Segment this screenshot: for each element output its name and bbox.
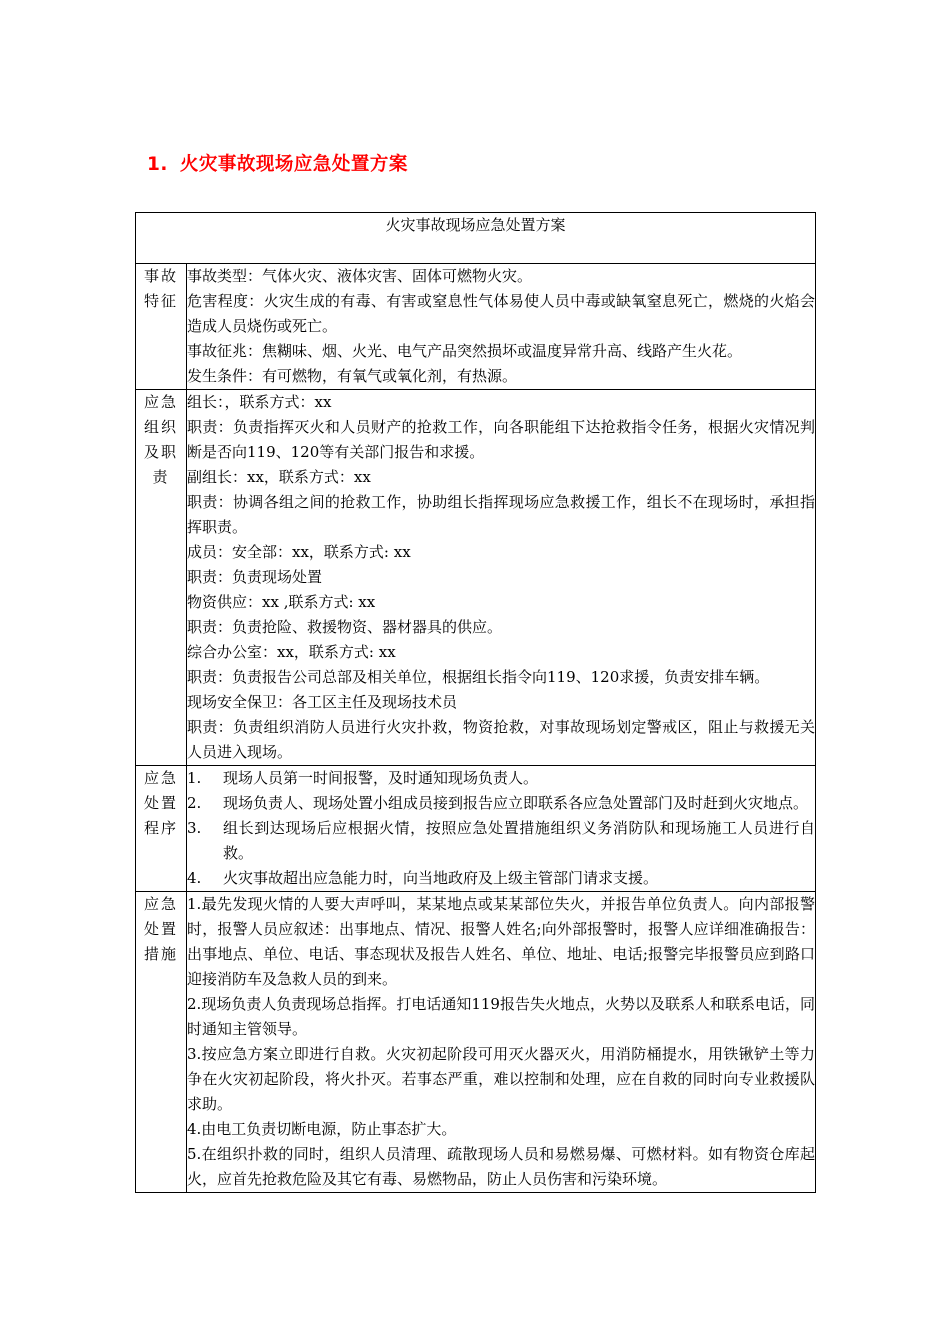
step-text: 火灾事故超出应急能力时，向当地政府及上级主管部门请求支援。 — [223, 869, 659, 887]
list-item — [187, 816, 815, 866]
paragraph: 综合办公室：xx，联系方式: xx — [187, 643, 396, 661]
row-label-line: 处置 — [143, 920, 178, 938]
paragraph: 4.由电工负责切断电源，防止事态扩大。 — [187, 1120, 457, 1138]
paragraph: 成员：安全部：xx，联系方式: xx — [187, 543, 411, 561]
paragraph: 事故类型：气体火灾、液体灾害、固体可燃物火灾。 — [187, 267, 533, 285]
row-label-line: 及职 — [143, 443, 178, 461]
paragraph: 2.现场负责人负责现场总指挥。打电话通知119报告失火地点，火势以及联系人和联系电话，同时通知主管领导。 — [187, 995, 816, 1038]
step-text: 现场人员第一时间报警，及时通知现场负责人。 — [223, 769, 539, 787]
table-title: 火灾事故现场应急处置方案 — [136, 213, 816, 264]
step-number: 1. — [187, 769, 202, 787]
row-content — [187, 766, 816, 892]
section-title: 火灾事故现场应急处置方案 — [179, 154, 408, 175]
row-label — [136, 390, 187, 766]
section-number: 1. — [147, 154, 168, 175]
row-label-line: 应急 — [143, 393, 178, 411]
row-label — [136, 892, 187, 1193]
step-number: 3. — [187, 819, 202, 837]
row-label-line: 责 — [152, 468, 170, 486]
table-row — [136, 264, 816, 390]
row-label — [136, 264, 187, 390]
row-label-line: 特征 — [143, 292, 178, 310]
row-label-line: 措施 — [143, 945, 178, 963]
paragraph: 组长：，联系方式：xx — [187, 393, 332, 411]
section-heading — [147, 150, 408, 176]
list-item — [187, 766, 815, 791]
paragraph: 职责：负责组织消防人员进行火灾扑救，物资抢救，对事故现场划定警戒区，阻止与救援无关人员进入现场。 — [187, 718, 816, 761]
row-label-line: 事故 — [143, 267, 178, 285]
list-item — [187, 866, 815, 891]
row-label-line: 程序 — [143, 819, 178, 837]
row-label-line: 应急 — [143, 895, 178, 913]
paragraph: 职责：协调各组之间的抢救工作，协助组长指挥现场应急救援工作，组长不在现场时，承担指挥职责。 — [187, 493, 816, 536]
paragraph: 5.在组织扑救的同时，组织人员清理、疏散现场人员和易燃易爆、可燃材料。如有物资仓库起火，应首先抢救危险及其它有毒、易燃物品，防止人员伤害和污染环境。 — [187, 1145, 816, 1188]
row-label-line: 应急 — [143, 769, 178, 787]
table-row — [136, 766, 816, 892]
row-label-line: 处置 — [143, 794, 178, 812]
paragraph: 职责：负责指挥灭火和人员财产的抢救工作，向各职能组下达抢救指令任务，根据火灾情况判断是否向119、120等有关部门报告和求援。 — [187, 418, 816, 461]
paragraph: 事故征兆：焦糊味、烟、火光、电气产品突然损坏或温度异常升高、线路产生火花。 — [187, 342, 743, 360]
paragraph: 1.最先发现火情的人要大声呼叫，某某地点或某某部位失火，并报告单位负责人。向内部报警时，报警人员应叙述：出事地点、情况、报警人姓名;向外部报警时，报警人应详细准确报告：出事地点、单位、电话、事态现状及报告人姓名、单位、地址、电话;报警完毕报警员应到路口迎接消防车及急救人员的到来。 — [187, 895, 816, 988]
table-row — [136, 390, 816, 766]
step-number: 2. — [187, 794, 202, 812]
row-label-line: 组织 — [143, 418, 178, 436]
paragraph: 发生条件：有可燃物，有氧气或氧化剂，有热源。 — [187, 367, 518, 385]
paragraph: 副组长：xx，联系方式：xx — [187, 468, 371, 486]
procedure-steps — [187, 766, 815, 891]
table-row — [136, 892, 816, 1193]
step-text: 组长到达现场后应根据火情，按照应急处置措施组织义务消防队和现场施工人员进行自救。 — [223, 819, 816, 862]
row-content — [187, 390, 816, 766]
paragraph: 3.按应急方案立即进行自救。火灾初起阶段可用灭火器灭火，用消防桶提水，用铁锹铲土等力争在火灾初起阶段，将火扑灭。若事态严重，难以控制和处理，应在自救的同时向专业救援队求助。 — [187, 1045, 816, 1113]
paragraph: 职责：负责抢险、救援物资、器材器具的供应。 — [187, 618, 503, 636]
emergency-plan-table — [135, 212, 816, 1193]
step-number: 4. — [187, 869, 202, 887]
paragraph: 物资供应：xx ,联系方式: xx — [187, 593, 376, 611]
paragraph: 职责：负责报告公司总部及相关单位，根据组长指令向119、120求援，负责安排车辆。 — [187, 668, 770, 686]
step-text: 现场负责人、现场处置小组成员接到报告应立即联系各应急处置部门及时赶到火灾地点。 — [223, 794, 809, 812]
row-content — [187, 892, 816, 1193]
paragraph: 职责：负责现场处置 — [187, 568, 323, 586]
paragraph: 危害程度：火灾生成的有毒、有害或窒息性气体易使人员中毒或缺氧窒息死亡，燃烧的火焰会造成人员烧伤或死亡。 — [187, 292, 816, 335]
list-item — [187, 791, 815, 816]
table-title-row — [136, 213, 816, 264]
row-content — [187, 264, 816, 390]
paragraph: 现场安全保卫：各工区主任及现场技术员 — [187, 693, 458, 711]
row-label — [136, 766, 187, 892]
